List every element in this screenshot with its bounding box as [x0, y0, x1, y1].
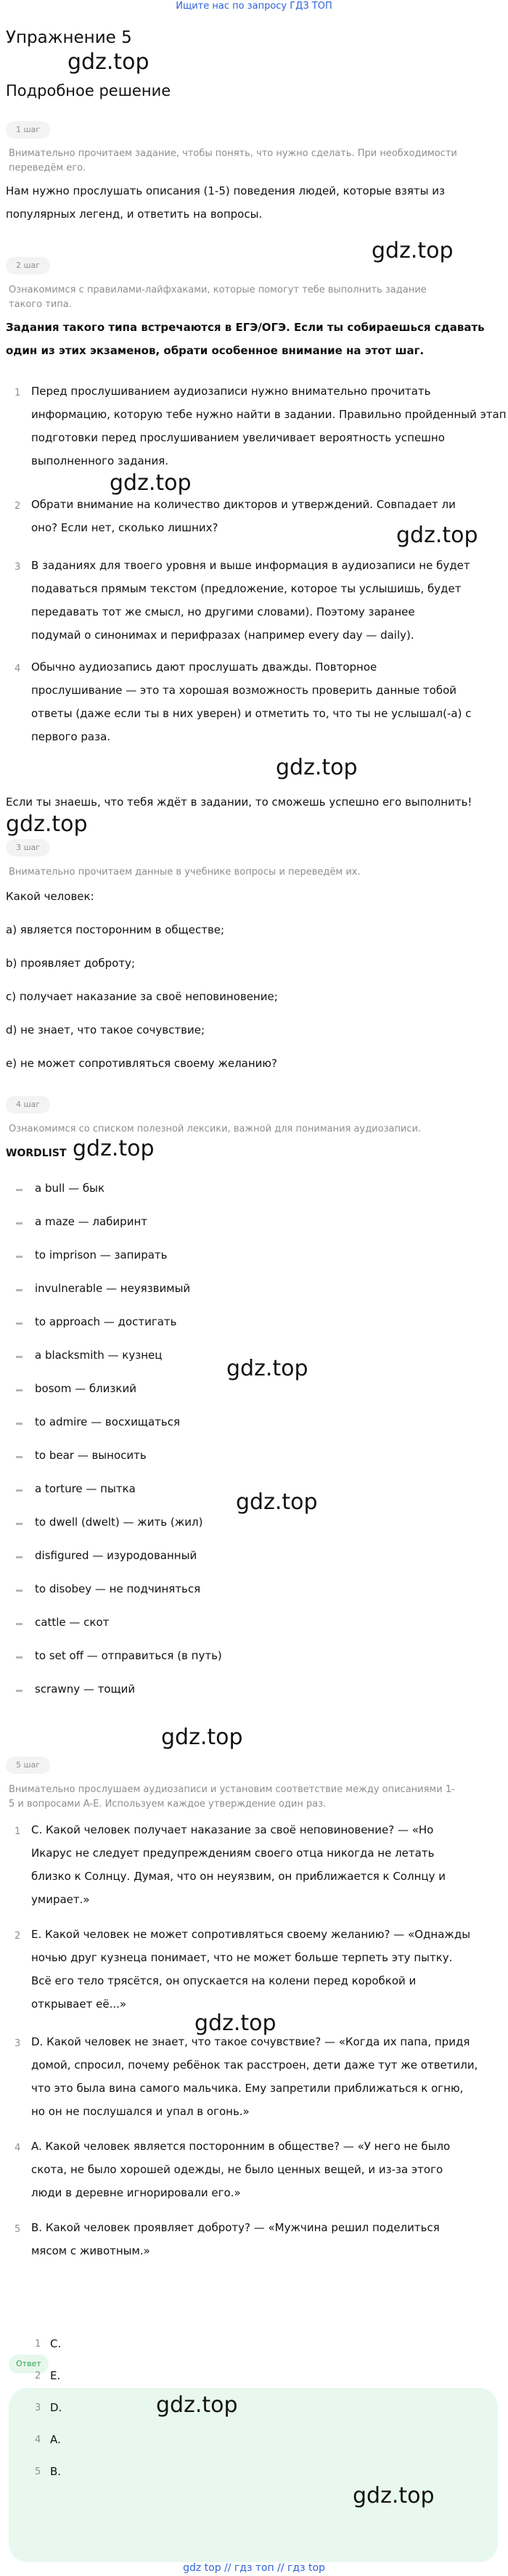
step-badge-4: 4 шаг: [6, 1096, 50, 1113]
step1-body-line: популярных легенд, и ответить на вопросы.: [6, 208, 263, 221]
watermark: gdz.top: [194, 2011, 276, 2036]
answer-box: [9, 2388, 498, 2562]
answer-value: A.: [50, 2433, 61, 2446]
tip-line: ответы (даже если ты в них уверен) и отметить то, что ты не услышал(-а) с: [31, 707, 472, 720]
step5-item-line: умирает.»: [31, 1893, 90, 1906]
tip-line: информацию, которую тебе нужно найти в задании. Правильно пройденный этап: [31, 408, 507, 421]
step5-item-line: B. Какой человек проявляет доброту? — «Мужчина решил поделиться: [31, 2221, 440, 2234]
watermark: gdz.top: [110, 470, 192, 496]
watermark: gdz.top: [276, 755, 358, 780]
step3-question: Какой человек:: [6, 890, 94, 903]
watermark: gdz.top: [6, 811, 88, 837]
step1-hint-line: переведём его.: [9, 163, 86, 173]
list-bullet: [16, 1489, 22, 1492]
list-bullet: [16, 1590, 22, 1592]
wordlist-item: disfigured — изуродованный: [35, 1549, 197, 1562]
step2-bold-line: Задания такого типа встречаются в ЕГЭ/ОГЭ. Если ты собираешься сдавать: [6, 321, 485, 334]
wordlist-item: a torture — пытка: [35, 1482, 136, 1495]
step-badge-2: 2 шаг: [6, 257, 50, 274]
wordlist-item: a maze — лабиринт: [35, 1215, 147, 1228]
step3-item: b) проявляет доброту;: [6, 957, 136, 970]
page-subtitle: Подробное решение: [6, 82, 171, 99]
step5-item-line: C. Какой человек получает наказание за своё неповиновение? — «Но: [31, 1823, 434, 1836]
step-badge-5: 5 шаг: [6, 1757, 50, 1774]
step5-item-line: домой, спросил, почему ребёнок так расстроен, дети даже тут же ответили,: [31, 2058, 478, 2072]
wordlist-item: to approach — достигать: [35, 1315, 177, 1328]
tip-number: 3: [15, 562, 21, 573]
watermark: gdz.top: [156, 2392, 238, 2418]
step3-item: d) не знает, что такое сочувствие;: [6, 1023, 205, 1036]
exercise-title: Упражнение 5: [6, 28, 132, 47]
list-bullet: [16, 1690, 22, 1692]
list-bullet: [16, 1456, 22, 1458]
list-bullet: [16, 1556, 22, 1558]
wordlist-item: invulnerable — неуязвимый: [35, 1282, 191, 1295]
step2-hint-line: такого типа.: [9, 299, 72, 310]
tip-line: подумай о синонимах и перифразах (например every day — daily).: [31, 629, 414, 642]
answer-value: C.: [50, 2337, 62, 2350]
list-bullet: [16, 1423, 22, 1425]
answer-item-number: 4: [15, 2143, 21, 2154]
step3-item: a) является посторонним в обществе;: [6, 923, 225, 936]
step2-bold-line: один из этих экзаменов, обрати особенное внимание на этот шаг.: [6, 344, 425, 357]
step2-hint-line: Ознакомимся с правилами-лайфхаками, которые помогут тебе выполнить задание: [9, 285, 427, 295]
step1-body-line: Нам нужно прослушать описания (1-5) поведения людей, которые взяты из: [6, 184, 446, 197]
watermark: gdz.top: [73, 1136, 155, 1161]
step5-item-line: D. Какой человек не знает, что такое сочувствие? — «Когда их папа, придя: [31, 2035, 470, 2048]
tip-line: передавать тот же смысл, но другими словами). Поэтому заранее: [31, 605, 415, 618]
step5-hint-line: 5 и вопросами A-E. Используем каждое утверждение один раз.: [9, 1799, 327, 1810]
answer-item-number: 5: [15, 2224, 21, 2235]
step-badge-1: 1 шаг: [6, 121, 50, 139]
tip-line: подготовки перед прослушиванием увеличивает вероятность успешно: [31, 431, 445, 444]
step5-item-line: открывает её...»: [31, 1998, 127, 2011]
list-bullet: [16, 1222, 22, 1224]
step5-item-line: ночью друг кузнеца понимает, что не может больше терпеть эту пытку.: [31, 1951, 453, 1964]
answer-number: 3: [35, 2403, 41, 2413]
answer-number: 4: [35, 2434, 41, 2445]
tip-number: 2: [15, 501, 21, 512]
list-bullet: [16, 1289, 22, 1291]
watermark: gdz.top: [67, 49, 149, 75]
step3-item: e) не может сопротивляться своему желанию?: [6, 1057, 277, 1070]
list-bullet: [16, 1623, 22, 1625]
wordlist-item: to set off — отправиться (в путь): [35, 1649, 222, 1662]
list-bullet: [16, 1322, 22, 1325]
tip-line: Обрати внимание на количество дикторов и утверждений. Совпадает ли: [31, 498, 456, 511]
step5-item-line: мясом с животным.»: [31, 2244, 150, 2257]
list-bullet: [16, 1389, 22, 1391]
bottom-links[interactable]: gdz top // гдз топ // гдз top: [183, 2562, 325, 2574]
list-bullet: [16, 1356, 22, 1358]
step5-item-line: близко к Солнцу. Думая, что он неуязвим, он приближается к Солнцу и: [31, 1870, 446, 1883]
tip-number: 1: [15, 388, 21, 398]
step2-closing: Если ты знаешь, что тебя ждёт в задании, то сможешь успешно его выполнить!: [6, 796, 472, 809]
step5-hint-line: Внимательно прослушаем аудиозаписи и установим соответствие между описаниями 1-: [9, 1784, 455, 1795]
wordlist-item: to disobey — не подчиняться: [35, 1582, 201, 1595]
answer-number: 5: [35, 2466, 41, 2477]
watermark: gdz.top: [372, 238, 454, 263]
wordlist-item: a bull — бык: [35, 1182, 105, 1195]
step5-item-line: скота, не было хорошей одежды, не было ценных вещей, и из-за этого: [31, 2163, 443, 2176]
watermark: gdz.top: [226, 1356, 308, 1381]
tip-line: прослушивание — это та хорошая возможность проверить данные тобой: [31, 684, 456, 697]
step5-item-line: что это была вина самого мальчика. Ему запретили приближаться к огню,: [31, 2082, 464, 2095]
list-bullet: [16, 1256, 22, 1258]
wordlist-item: to imprison — запирать: [35, 1248, 168, 1262]
tip-number: 4: [15, 663, 21, 674]
wordlist-item: to bear — выносить: [35, 1449, 147, 1462]
top-search-link[interactable]: Ищите нас по запросу ГДЗ ТОП: [176, 1, 332, 12]
wordlist-label: WORDLIST: [6, 1148, 67, 1159]
watermark: gdz.top: [161, 1725, 243, 1750]
step3-hint: Внимательно прочитаем данные в учебнике вопросы и переведём их.: [9, 867, 361, 878]
step5-item-line: но он не послушался и упал в огонь.»: [31, 2105, 250, 2118]
step5-item-line: люди в деревне игнорировали его.»: [31, 2186, 241, 2199]
step-badge-3: 3 шаг: [6, 839, 50, 856]
watermark: gdz.top: [396, 523, 478, 548]
step5-item-line: Икарус не следует предупреждениям своего отца никогда не летать: [31, 1847, 435, 1860]
wordlist-item: to dwell (dwelt) — жить (жил): [35, 1516, 203, 1529]
step5-item-line: A. Какой человек является посторонним в обществе? — «У него не было: [31, 2140, 451, 2153]
tip-line: Перед прослушиванием аудиозаписи нужно внимательно прочитать: [31, 385, 431, 398]
answer-item-number: 3: [15, 2038, 21, 2049]
tip-line: первого раза.: [31, 730, 111, 743]
list-bullet: [16, 1656, 22, 1659]
step5-item-line: Всё его тело трясётся, он опускается на колени перед коробкой и: [31, 1974, 417, 1987]
answer-value: D.: [50, 2401, 62, 2414]
list-bullet: [16, 1189, 22, 1191]
tip-line: оно? Если нет, сколько лишних?: [31, 521, 218, 534]
answer-item-number: 2: [15, 1931, 21, 1942]
answer-number: 2: [35, 2371, 41, 2381]
tip-line: подаваться прямым текстом (предложение, которое ты услышишь, будет: [31, 582, 462, 595]
step4-hint: Ознакомимся со списком полезной лексики, важной для понимания аудиозаписи.: [9, 1124, 422, 1134]
tip-line: В заданиях для твоего уровня и выше информация в аудиозаписи не будет: [31, 559, 470, 572]
wordlist-item: cattle — скот: [35, 1616, 110, 1629]
tip-line: выполненного задания.: [31, 454, 168, 467]
answer-badge: Ответ: [9, 2355, 49, 2373]
wordlist-item: a blacksmith — кузнец: [35, 1349, 163, 1362]
wordlist-item: bosom — близкий: [35, 1382, 136, 1395]
answer-value: B.: [50, 2465, 62, 2478]
tip-line: Обычно аудиозапись дают прослушать дважды. Повторное: [31, 661, 377, 674]
wordlist-item: scrawny — тощий: [35, 1682, 136, 1696]
step3-item: c) получает наказание за своё неповиновение;: [6, 990, 278, 1003]
wordlist-item: to admire — восхищаться: [35, 1415, 180, 1428]
answer-item-number: 1: [15, 1826, 21, 1837]
answer-value: E.: [50, 2369, 61, 2382]
answer-number: 1: [35, 2339, 41, 2350]
step1-hint-line: Внимательно прочитаем задание, чтобы понять, что нужно сделать. При необходимости: [9, 148, 457, 159]
list-bullet: [16, 1523, 22, 1525]
watermark: gdz.top: [353, 2483, 435, 2508]
step5-item-line: E. Какой человек не может сопротивляться своему желанию? — «Однажды: [31, 1928, 471, 1941]
watermark: gdz.top: [236, 1489, 318, 1515]
